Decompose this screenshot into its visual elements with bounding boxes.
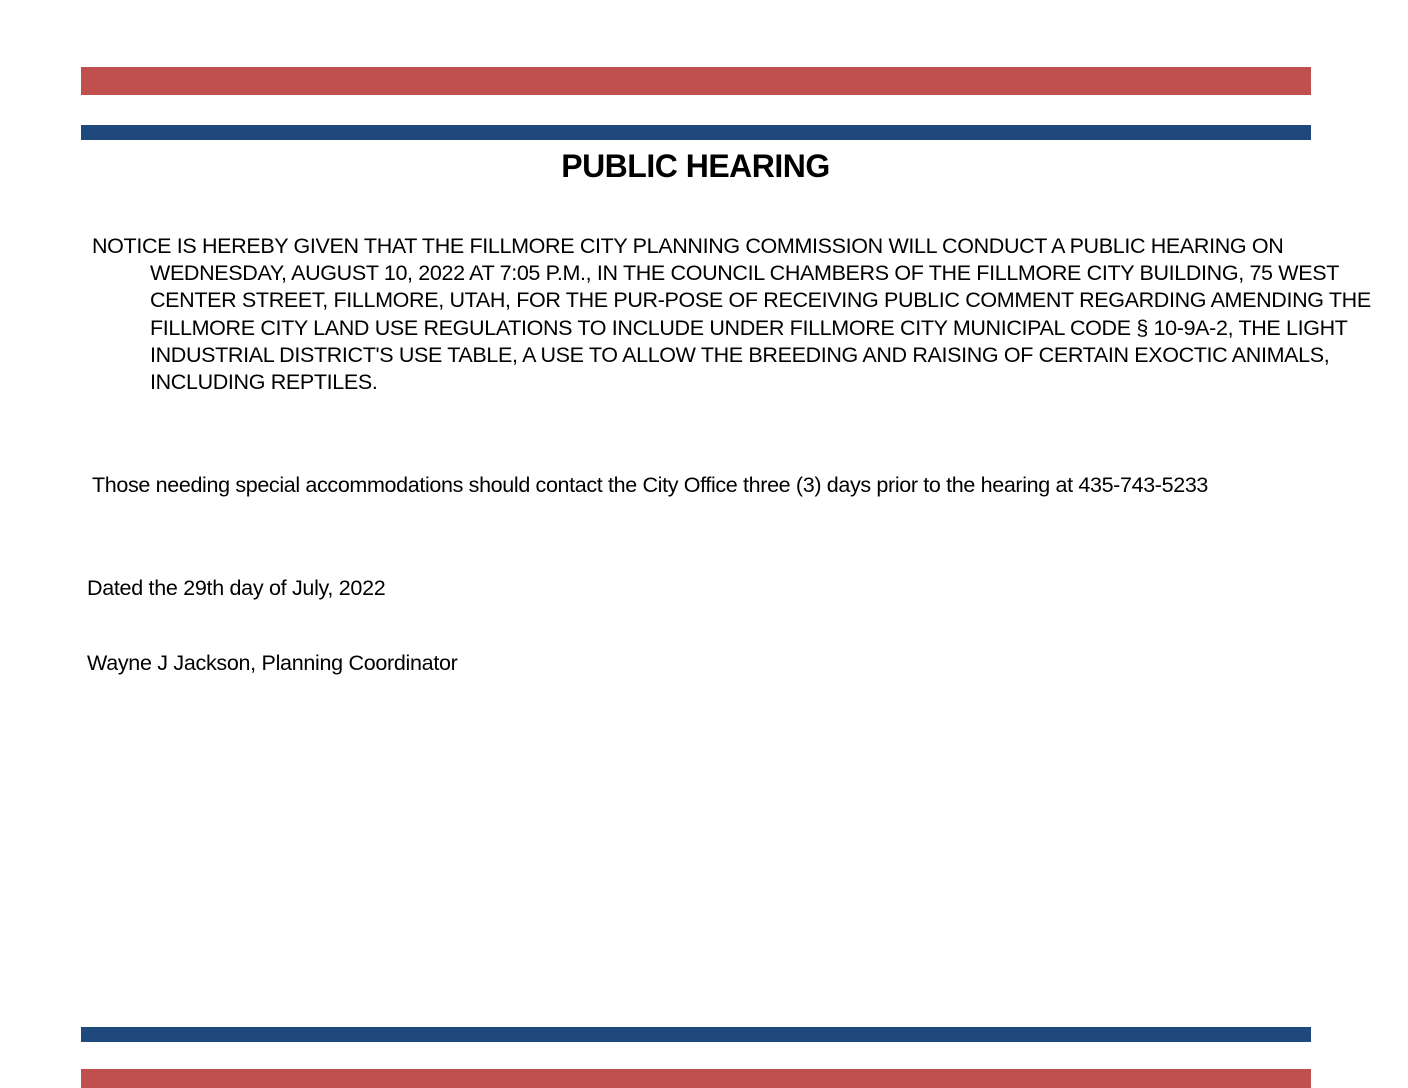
dated-line: Dated the 29th day of July, 2022 [87, 576, 386, 600]
notice-paragraph: NOTICE IS HEREBY GIVEN THAT THE FILLMORE CITY PLANNING COMMISSION WILL CONDUCT A PUBLIC HEARING ON WEDNESDAY, AUGUST 10, 2022 AT 7:05 P.M., IN THE COUNCIL CHAMBERS OF THE FILLMORE CITY BUILDING, 75 WEST CENTER STREET, FILLMORE, UTAH, FOR THE PUR-POSE OF RECEIVING PUBLIC COMMENT REGARDING AMENDING THE FILLMORE CITY LAND USE REGULATIONS TO INCLUDE UNDER FILLMORE CITY MUNICIPAL CODE § 10-9A-2, THE LIGHT INDUSTRIAL DISTRICT'S USE TABLE, A USE TO ALLOW THE BREEDING AND RAISING OF CERTAIN EXOCTIC ANIMALS, INCLUDING REPTILES. [92, 234, 1371, 395]
accommodations-paragraph: Those needing special accommodations should contact the City Office three (3) days prior to the hearing at 435-743-5233 [92, 473, 1209, 497]
top-red-band [81, 67, 1311, 95]
bottom-blue-band [81, 1027, 1311, 1042]
signer-line: Wayne J Jackson, Planning Coordinator [87, 651, 458, 675]
top-blue-band [81, 125, 1311, 140]
bottom-red-band [81, 1069, 1311, 1088]
page-title: PUBLIC HEARING [561, 148, 830, 184]
